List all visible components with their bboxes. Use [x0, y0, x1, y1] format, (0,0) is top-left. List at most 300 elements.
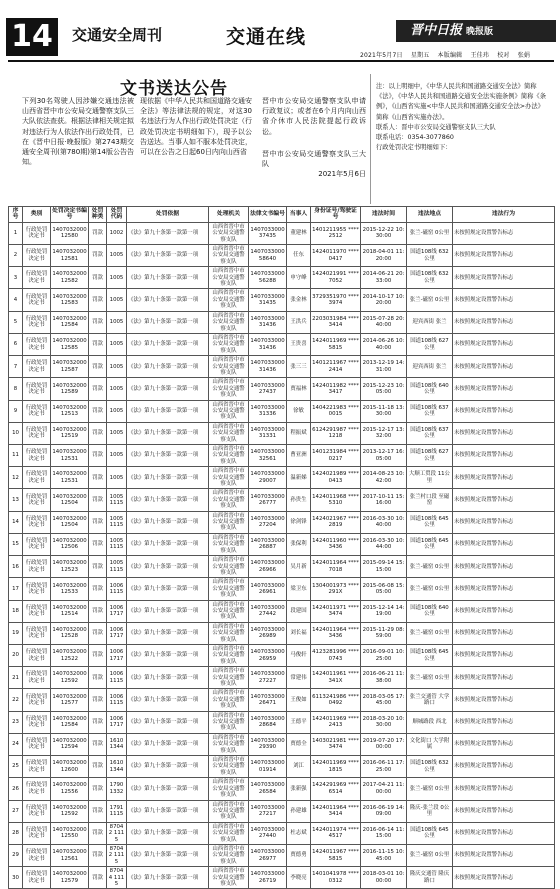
table-cell: 2014-06-21 20:33:00: [361, 267, 407, 289]
column-header: 法律文书编号: [249, 207, 287, 223]
table-cell: 王洪兵: [287, 311, 311, 333]
table-cell: 国道108线 632公里: [407, 267, 453, 289]
table-cell: 行政处罚决定书: [23, 378, 51, 400]
table-cell: 1407033000 28684: [249, 711, 287, 733]
table-cell: 《法》第九十条第一款第一项: [127, 689, 209, 711]
table-cell: 山西省晋中市公安局交通警察支队: [209, 489, 249, 511]
table-cell: 1005: [107, 400, 127, 422]
table-cell: 行政处罚决定书: [23, 778, 51, 800]
table-cell: 行政处罚决定书: [23, 622, 51, 644]
table-cell: 山西省晋中市公安局交通警察支队: [209, 511, 249, 533]
table-cell: 1424011968 ****5310: [311, 489, 361, 511]
table-cell: 1424021967 ****2819: [311, 511, 361, 533]
table-cell: 1791 1115: [107, 800, 127, 822]
table-cell: 《法》第九十条第一款第一项: [127, 756, 209, 778]
table-cell: 《法》第九十条第一款第一项: [127, 489, 209, 511]
column-divider: [370, 74, 371, 204]
table-cell: 罚款: [89, 822, 107, 844]
table-cell: 7: [9, 356, 23, 378]
table-cell: 未按照规定设置警告标志: [453, 222, 555, 244]
notice-phone: 联系电话：0354-3077860: [376, 134, 454, 142]
table-cell: 2013-12-19 14:31:00: [361, 356, 407, 378]
table-cell: 山西省晋中市公安局交通警察支队: [209, 289, 249, 311]
table-cell: 1407033000 27437: [249, 378, 287, 400]
table-cell: 2016-11-15 10:45:00: [361, 844, 407, 866]
table-cell: 山西省晋中市公安局交通警察支队: [209, 311, 249, 333]
table-cell: 1424021991 ****7052: [311, 267, 361, 289]
table-cell: 未按照规定设置警告标志: [453, 600, 555, 622]
table-cell: 28: [9, 822, 23, 844]
table-cell: 24: [9, 733, 23, 755]
table-cell: 国道108线 645公里: [407, 511, 453, 533]
table-cell: 1407032000 12514: [51, 600, 89, 622]
table-cell: 未按照规定设置警告标志: [453, 511, 555, 533]
table-cell: 1407033000 31436: [249, 356, 287, 378]
table-cell: 1424011969 ****5815: [311, 333, 361, 355]
table-cell: 吴月新: [287, 556, 311, 578]
table-cell: 徐剑锋: [287, 511, 311, 533]
table-cell: 张兰交通管 大学路口: [407, 689, 453, 711]
table-cell: 1407032000 12577: [51, 689, 89, 711]
table-cell: 1407033000 32561: [249, 445, 287, 467]
table-cell: 1407033000 01914: [249, 756, 287, 778]
table-cell: 刘江: [287, 756, 311, 778]
table-cell: 罚款: [89, 333, 107, 355]
table-cell: 1403021981 ****3474: [311, 733, 361, 755]
table-cell: 行政处罚决定书: [23, 844, 51, 866]
table-cell: 罚款: [89, 667, 107, 689]
table-cell: 《法》第九十条第一款第一项: [127, 778, 209, 800]
column-header: 处罚决定书编号: [52, 208, 87, 221]
table-cell: 张新强: [287, 778, 311, 800]
table-cell: 1407032000 12584: [51, 311, 89, 333]
notice-title: 文书送达公告: [120, 79, 228, 99]
table-cell: 张兰-磁窑 0公里: [407, 222, 453, 244]
table-cell: 行政处罚决定书: [23, 600, 51, 622]
table-cell: 6124291987 ****1218: [311, 422, 361, 444]
table-cell: 行政处罚决定书: [23, 356, 51, 378]
table-cell: 未按照规定设置警告标志: [453, 422, 555, 444]
table-cell: 罚款: [89, 445, 107, 467]
table-cell: 《法》第九十条第一款第一项: [127, 667, 209, 689]
table-cell: 1407033000 26777: [249, 489, 287, 511]
table-cell: 张兰-磁窑 0公里: [407, 778, 453, 800]
table-cell: 罚款: [89, 489, 107, 511]
table-cell: 1424011964 ****3414: [311, 800, 361, 822]
column-title: 交通在线: [226, 26, 307, 48]
table-cell: 罚款: [89, 867, 107, 889]
table-cell: 1005 1115: [107, 556, 127, 578]
table-cell: 申守峰: [287, 267, 311, 289]
masthead-logo: [396, 20, 556, 42]
table-cell: 山西省晋中市公安局交通警察支队: [209, 245, 249, 267]
table-cell: 4: [9, 289, 23, 311]
table-cell: 山西省晋中市公安局交通警察支队: [209, 533, 249, 555]
table-cell: 罚款: [89, 711, 107, 733]
table-cell: 贾德勇: [287, 844, 311, 866]
table-cell: 2: [9, 245, 23, 267]
masthead-sub: 晚报版: [466, 27, 494, 37]
table-cell: 2014-06-26 10:40:00: [361, 333, 407, 355]
page-header: [0, 0, 560, 58]
table-row: [9, 445, 555, 467]
table-cell: 山西省晋中市公安局交通警察支队: [209, 222, 249, 244]
table-cell: 17: [9, 578, 23, 600]
table-cell: 23: [9, 711, 23, 733]
table-cell: 2018-03-05 17:45:00: [361, 689, 407, 711]
table-cell: 行政处罚决定书: [23, 400, 51, 422]
table-cell: 26: [9, 778, 23, 800]
table-row: [9, 578, 555, 600]
table-cell: 1407032000 12584: [51, 711, 89, 733]
table-cell: 1407033000 27227: [249, 667, 287, 689]
table-cell: 1005: [107, 267, 127, 289]
table-cell: 国道108线 645公里: [407, 644, 453, 666]
table-cell: 罚款: [89, 622, 107, 644]
table-cell: 1401211967 ****2414: [311, 356, 361, 378]
table-cell: 1006 1115: [107, 578, 127, 600]
table-cell: 未按照规定设置警告标志: [453, 689, 555, 711]
table-cell: 《法》第九十条第一款第一项: [127, 467, 209, 489]
table-cell: 王贵喜: [287, 333, 311, 355]
table-cell: 15: [9, 533, 23, 555]
table-cell: 1407033000 31435: [249, 289, 287, 311]
table-cell: 19: [9, 622, 23, 644]
table-cell: 29: [9, 844, 23, 866]
table-cell: 未按照规定设置警告标志: [453, 800, 555, 822]
table-cell: 国道108线 645公里: [407, 822, 453, 844]
table-cell: 1006 1115: [107, 689, 127, 711]
table-cell: 1005 1115: [107, 533, 127, 555]
table-cell: 5: [9, 311, 23, 333]
table-cell: 行政处罚决定书: [23, 578, 51, 600]
table-row: [9, 844, 555, 866]
table-cell: 1005: [107, 356, 127, 378]
table-cell: 2017-10-11 15:16:00: [361, 489, 407, 511]
table-cell: 1005: [107, 378, 127, 400]
table-cell: 2015-09-14 15:15:00: [361, 556, 407, 578]
table-cell: 罚款: [89, 800, 107, 822]
table-cell: 6113241986 ****0492: [311, 689, 361, 711]
table-cell: 《法》第九十条第一款第一项: [127, 289, 209, 311]
table-cell: 16: [9, 556, 23, 578]
notice-box: [376, 82, 546, 202]
table-cell: 《法》第九十条第一款第一项: [127, 356, 209, 378]
table-cell: 3: [9, 267, 23, 289]
table-cell: 1407033000 29007: [249, 467, 287, 489]
table-row: [9, 778, 555, 800]
table-cell: 1407033000 31336: [249, 400, 287, 422]
table-cell: 未按照规定设置警告标志: [453, 644, 555, 666]
table-cell: 行政处罚决定书: [23, 733, 51, 755]
table-cell: 1407033000 56288: [249, 267, 287, 289]
notice-contact: 联系人：晋中市公安局交通警察支队三大队: [376, 123, 496, 131]
table-cell: 徐敏: [287, 400, 311, 422]
table-cell: 行政处罚决定书: [23, 489, 51, 511]
table-cell: 贾德全: [287, 733, 311, 755]
table-cell: 87044 1115: [107, 867, 127, 889]
table-cell: 顺城路段 西北: [407, 711, 453, 733]
table-cell: 文化街口 大学附属: [407, 733, 453, 755]
table-cell: 张兰-磁窑 0公里: [407, 556, 453, 578]
table-cell: 6: [9, 333, 23, 355]
table-cell: 山西省晋中市公安局交通警察支队: [209, 622, 249, 644]
table-cell: 1424011970 ****0417: [311, 245, 361, 267]
table-cell: 1407033000 26584: [249, 778, 287, 800]
table-cell: 1006 1717: [107, 600, 127, 622]
table-cell: 1407032000 12585: [51, 333, 89, 355]
table-cell: 1424011982 ****3417: [311, 378, 361, 400]
table-cell: 9: [9, 400, 23, 422]
table-cell: 《法》第九十条第一款第一项: [127, 600, 209, 622]
table-cell: 《法》第九十条第一款第一项: [127, 644, 209, 666]
table-cell: 1407033000 26719: [249, 867, 287, 889]
table-cell: 1407032000 12523: [51, 556, 89, 578]
header-rule: [8, 60, 554, 62]
table-cell: 2019-07-20 17:00:00: [361, 733, 407, 755]
table-cell: 山西省晋中市公安局交通警察支队: [209, 600, 249, 622]
table-cell: 1005: [107, 445, 127, 467]
table-cell: 1424011974 ****4517: [311, 822, 361, 844]
table-cell: 行政处罚决定书: [23, 467, 51, 489]
notice-footer: 行政处罚决定书明细如下：: [376, 144, 452, 152]
table-cell: 18: [9, 600, 23, 622]
table-cell: 孙贵生: [287, 489, 311, 511]
table-cell: 1407032000 12504: [51, 511, 89, 533]
table-cell: 1407032000 12581: [51, 245, 89, 267]
table-cell: 山西省晋中市公安局交通警察支队: [209, 467, 249, 489]
table-cell: 1424011964 ****3436: [311, 622, 361, 644]
table-cell: 1407033000 29390: [249, 733, 287, 755]
table-cell: 1424011971 ****3474: [311, 600, 361, 622]
table-cell: 2015-07-28 20:40:00: [361, 311, 407, 333]
table-cell: 2016-03-30 10:44:00: [361, 533, 407, 555]
table-cell: 《法》第九十条第一款第一项: [127, 800, 209, 822]
table-row: [9, 311, 555, 333]
table-cell: 未按照规定设置警告标志: [453, 267, 555, 289]
table-cell: 2015-11-29 08:59:00: [361, 622, 407, 644]
table-cell: 1790 1332: [107, 778, 127, 800]
table-cell: 山西省晋中市公安局交通警察支队: [209, 333, 249, 355]
table-cell: 1006 1717: [107, 711, 127, 733]
table-cell: 1407032000 12579: [51, 867, 89, 889]
table-cell: 未按照规定设置警告标志: [453, 667, 555, 689]
table-cell: 《法》第九十条第一款第一项: [127, 711, 209, 733]
table-cell: 未按照规定设置警告标志: [453, 289, 555, 311]
table-cell: 罚款: [89, 600, 107, 622]
table-cell: 未按照规定设置警告标志: [453, 778, 555, 800]
table-cell: 2016-06-19 14:09:00: [361, 800, 407, 822]
column-header: 违法行为: [453, 207, 555, 223]
table-cell: 22: [9, 689, 23, 711]
column-header: 处罚代码: [107, 207, 127, 223]
table-cell: 山西省晋中市公安局交通警察支队: [209, 756, 249, 778]
column-header: 序号: [9, 207, 23, 223]
table-cell: 1407033000 27217: [249, 800, 287, 822]
table-cell: 《法》第九十条第一款第一项: [127, 222, 209, 244]
table-cell: 未按照规定设置警告标志: [453, 622, 555, 644]
appeal-text: 晋中市公安局交通警察支队申请行政复议；或者在6个月内向山西省介休市人民法院提起行政诉讼。: [262, 97, 366, 136]
column-header: 当事人: [287, 207, 311, 223]
table-cell: 未按照规定设置警告标志: [453, 533, 555, 555]
table-cell: 行政处罚决定书: [23, 445, 51, 467]
table-cell: 温新娣: [287, 467, 311, 489]
table-cell: 11: [9, 445, 23, 467]
table-cell: 罚款: [89, 356, 107, 378]
table-row: [9, 222, 555, 244]
table-cell: 《法》第九十条第一款第一项: [127, 867, 209, 889]
table-cell: 马俊轩: [287, 644, 311, 666]
table-cell: 行政处罚决定书: [23, 245, 51, 267]
table-cell: 任东: [287, 245, 311, 267]
table-row: [9, 622, 555, 644]
table-cell: 行政处罚决定书: [23, 533, 51, 555]
table-cell: 董建林: [287, 222, 311, 244]
table-cell: 罚款: [89, 245, 107, 267]
editor-name: 王佳玮: [470, 52, 490, 59]
table-cell: 2016-06-21 11:38:00: [361, 667, 407, 689]
table-cell: 张兰-磁窑 0公里: [407, 667, 453, 689]
table-cell: 1401231984 ****0217: [311, 445, 361, 467]
masthead-name: 晋中日报: [410, 23, 463, 38]
table-cell: 1005: [107, 333, 127, 355]
table-cell: 行政处罚决定书: [23, 756, 51, 778]
table-cell: 1407032000 12583: [51, 289, 89, 311]
table-cell: 罚款: [89, 222, 107, 244]
table-cell: 未按照规定设置警告标志: [453, 356, 555, 378]
table-cell: 87042 1115: [107, 844, 127, 866]
table-cell: 张三三: [287, 356, 311, 378]
table-cell: 1404221983 ****0015: [311, 400, 361, 422]
table-cell: 张兰-磁窑 0公里: [407, 289, 453, 311]
table-cell: 国道108线 627公里: [407, 445, 453, 467]
table-cell: 行政处罚决定书: [23, 556, 51, 578]
table-cell: 《法》第九十条第一款第一项: [127, 533, 209, 555]
column-header: 类别: [23, 207, 51, 223]
table-row: [9, 644, 555, 666]
table-cell: 王德平: [287, 711, 311, 733]
column-header: 处罚依据: [127, 207, 209, 223]
table-cell: 行政处罚决定书: [23, 333, 51, 355]
signature-date: 2021年5月6日: [318, 170, 366, 179]
table-cell: 国道108线 637公里: [407, 400, 453, 422]
proof-name: 张娟: [517, 52, 531, 59]
decision-paragraph: 现依据《中华人民共和国道路交通安全法》等法律法规的规定，对这30名违法行为人作出行政处罚决定（行政处罚决定书明细如下），现予以公告送达。当事人如不服本处罚决定，可以在公告之日起60日内向山西省: [140, 97, 252, 157]
table-cell: 1424011964 ****7018: [311, 556, 361, 578]
table-cell: 行政处罚决定书: [23, 511, 51, 533]
table-cell: 1424011969 ****2413: [311, 711, 361, 733]
table-cell: 21: [9, 667, 23, 689]
table-cell: 1407033000 37435: [249, 222, 287, 244]
table-cell: 1: [9, 222, 23, 244]
editor-label: 本版编辑: [437, 52, 463, 59]
table-cell: 行政处罚决定书: [23, 667, 51, 689]
table-cell: 国道108线 645公里: [407, 533, 453, 555]
table-cell: 2013-12-17 16:05:00: [361, 445, 407, 467]
table-cell: 隆庆-张兰段 0公里: [407, 800, 453, 822]
table-cell: 1424011960 ****3436: [311, 533, 361, 555]
table-cell: 2203031984 ****3414: [311, 311, 361, 333]
table-cell: 山西省晋中市公安局交通警察支队: [209, 400, 249, 422]
table-row: [9, 822, 555, 844]
table-cell: 1424011969 ****1815: [311, 756, 361, 778]
table-cell: 行政处罚决定书: [23, 867, 51, 889]
table-cell: 1407032000 12592: [51, 667, 89, 689]
table-cell: 1407033000 26959: [249, 644, 287, 666]
table-row: [9, 356, 555, 378]
table-cell: 1407033000 31331: [249, 422, 287, 444]
table-cell: 《法》第九十条第一款第一项: [127, 400, 209, 422]
table-cell: 李晓亮: [287, 867, 311, 889]
table-cell: 1424021989 ****0413: [311, 467, 361, 489]
table-cell: 山西省晋中市公安局交通警察支队: [209, 578, 249, 600]
table-cell: 罚款: [89, 511, 107, 533]
table-row: [9, 400, 555, 422]
column-header: 违法时间: [361, 207, 407, 223]
table-row: [9, 289, 555, 311]
table-cell: 大顺工贸段 11公里: [407, 467, 453, 489]
table-cell: 隆庆交通管 隆庆路口: [407, 867, 453, 889]
table-cell: 1005: [107, 311, 127, 333]
table-cell: 1002: [107, 222, 127, 244]
table-cell: 山西省晋中市公安局交通警察支队: [209, 356, 249, 378]
table-cell: 行政处罚决定书: [23, 800, 51, 822]
table-cell: 1006 1717: [107, 644, 127, 666]
table-cell: 87042 1115: [107, 822, 127, 844]
table-cell: 罚款: [89, 844, 107, 866]
table-cell: 1407032000 12528: [51, 622, 89, 644]
table-row: [9, 511, 555, 533]
table-cell: 1407033000 31436: [249, 311, 287, 333]
table-cell: 1407032000 12531: [51, 445, 89, 467]
table-cell: 1401041978 ****0312: [311, 867, 361, 889]
table-row: [9, 556, 555, 578]
table-row: [9, 333, 555, 355]
table-cell: 行政处罚决定书: [23, 822, 51, 844]
table-row: [9, 689, 555, 711]
table-cell: 1424291969 ****6514: [311, 778, 361, 800]
table-cell: 8: [9, 378, 23, 400]
table-cell: 《法》第九十条第一款第一项: [127, 445, 209, 467]
table-cell: 1005: [107, 422, 127, 444]
table-cell: 1304001973 ****291X: [311, 578, 361, 600]
table-cell: 1407033000 26989: [249, 622, 287, 644]
table-cell: 《法》第九十条第一款第一项: [127, 578, 209, 600]
table-cell: 1407032000 12580: [51, 222, 89, 244]
table-cell: 1424011961 ****341X: [311, 667, 361, 689]
table-cell: 罚款: [89, 556, 107, 578]
table-cell: 1407033000 26977: [249, 844, 287, 866]
table-cell: 刘长福: [287, 622, 311, 644]
table-cell: 山西省晋中市公安局交通警察支队: [209, 267, 249, 289]
table-row: [9, 867, 555, 889]
table-cell: 1407033000 31436: [249, 333, 287, 355]
table-cell: 行政处罚决定书: [23, 422, 51, 444]
intro-paragraph: 下列30名驾驶人因涉嫌交通违法被山西省晋中市公安局交通警察支队三大队依法查获。根据法律相关规定拟对违法行为人依法作出行政处罚，已在《晋中日报·晚报版》第2743期交通安全周刊(第780期)第14版公告告知。: [22, 97, 134, 167]
table-cell: 罚款: [89, 689, 107, 711]
table-cell: 山西省晋中市公安局交通警察支队: [209, 867, 249, 889]
table-body: [9, 222, 555, 889]
section-title: 交通安全周刊: [72, 26, 163, 44]
table-cell: 1407033000 58640: [249, 245, 287, 267]
issue-weekday: 星期五: [410, 52, 430, 59]
table-cell: 罚款: [89, 400, 107, 422]
table-cell: 1407032000 12513: [51, 400, 89, 422]
column-header: 身份证号/驾驶证号: [311, 207, 361, 223]
table-row: [9, 489, 555, 511]
table-cell: 山西省晋中市公安局交通警察支队: [209, 445, 249, 467]
table-cell: 罚款: [89, 289, 107, 311]
